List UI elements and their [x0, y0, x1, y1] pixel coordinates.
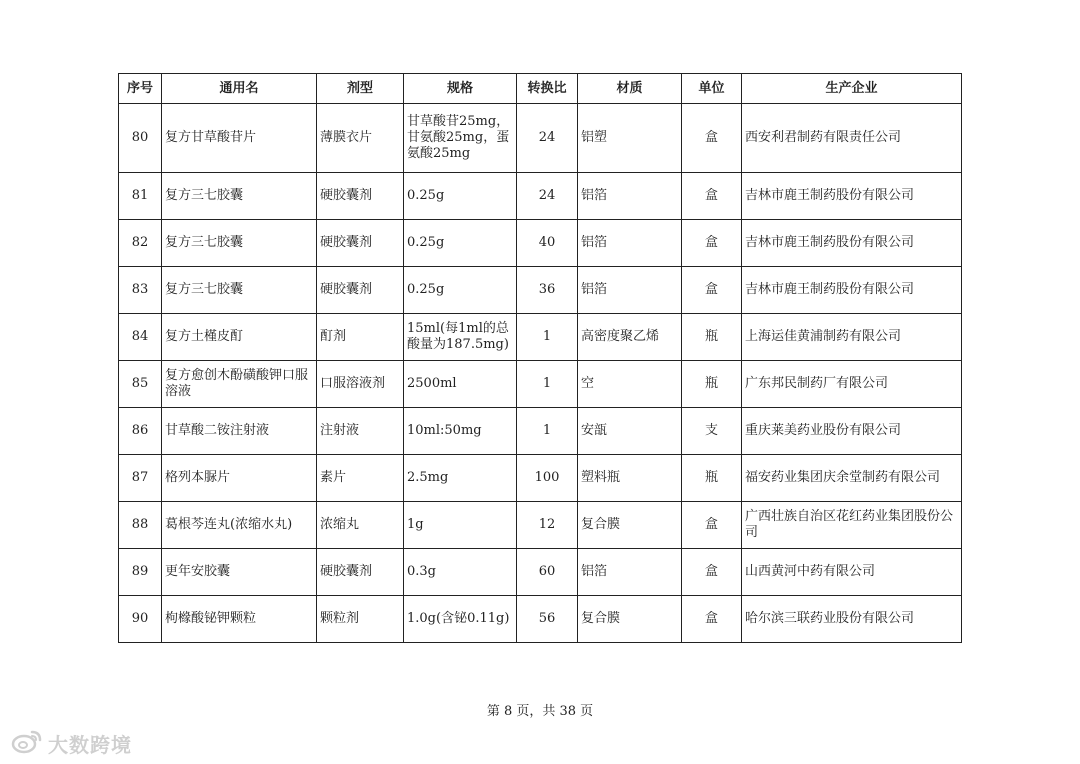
cell-conversion-ratio: 36 [517, 267, 578, 314]
cell-material: 复合膜 [578, 596, 682, 643]
header-unit: 单位 [682, 74, 742, 104]
cell-spec: 0.25g [404, 267, 517, 314]
cell-unit: 盒 [682, 267, 742, 314]
header-dosage-form: 剂型 [317, 74, 404, 104]
table-row [119, 408, 962, 455]
table-row [119, 361, 962, 408]
table-row [119, 596, 962, 643]
cell-material: 铝塑 [578, 104, 682, 173]
cell-unit: 盒 [682, 104, 742, 173]
cell-manufacturer: 上海运佳黄浦制药有限公司 [742, 314, 962, 361]
cell-unit: 盒 [682, 502, 742, 549]
cell-unit: 瓶 [682, 314, 742, 361]
cell-generic-name: 甘草酸二铵注射液 [162, 408, 317, 455]
cell-spec: 0.3g [404, 549, 517, 596]
table-row [119, 314, 962, 361]
cell-spec: 1g [404, 502, 517, 549]
cell-conversion-ratio: 24 [517, 104, 578, 173]
table-row [119, 549, 962, 596]
cell-material: 铝箔 [578, 267, 682, 314]
cell-dosage-form: 硬胶囊剂 [317, 173, 404, 220]
cell-generic-name: 复方甘草酸苷片 [162, 104, 317, 173]
cell-manufacturer: 广西壮族自治区花红药业集团股份公司 [742, 502, 962, 549]
cell-manufacturer: 吉林市鹿王制药股份有限公司 [742, 173, 962, 220]
header-manufacturer: 生产企业 [742, 74, 962, 104]
cell-generic-name: 复方三七胶囊 [162, 267, 317, 314]
page-number: 第 8 页，共 38 页 [486, 704, 594, 719]
table-row [119, 220, 962, 267]
cell-unit: 盒 [682, 173, 742, 220]
table-body [119, 104, 962, 643]
cell-generic-name: 格列本脲片 [162, 455, 317, 502]
cell-seq: 86 [119, 408, 162, 455]
table-row [119, 267, 962, 314]
cell-unit: 盒 [682, 549, 742, 596]
cell-dosage-form: 素片 [317, 455, 404, 502]
cell-conversion-ratio: 24 [517, 173, 578, 220]
cell-spec: 0.25g [404, 173, 517, 220]
table-row [119, 173, 962, 220]
cell-conversion-ratio: 12 [517, 502, 578, 549]
cell-dosage-form: 硬胶囊剂 [317, 549, 404, 596]
cell-seq: 90 [119, 596, 162, 643]
table-row [119, 455, 962, 502]
header-generic-name: 通用名 [162, 74, 317, 104]
table-header-row [119, 74, 962, 104]
cell-material: 复合膜 [578, 502, 682, 549]
header-material: 材质 [578, 74, 682, 104]
cell-seq: 83 [119, 267, 162, 314]
watermark [10, 728, 132, 758]
cell-spec: 1.0g(含铋0.11g) [404, 596, 517, 643]
drug-table [118, 73, 962, 643]
cell-seq: 84 [119, 314, 162, 361]
cell-conversion-ratio: 1 [517, 314, 578, 361]
cell-unit: 盒 [682, 596, 742, 643]
cell-unit: 瓶 [682, 455, 742, 502]
cell-manufacturer: 西安利君制药有限责任公司 [742, 104, 962, 173]
cell-generic-name: 复方三七胶囊 [162, 173, 317, 220]
cell-dosage-form: 薄膜衣片 [317, 104, 404, 173]
cell-dosage-form: 酊剂 [317, 314, 404, 361]
cell-material: 高密度聚乙烯 [578, 314, 682, 361]
cell-conversion-ratio: 1 [517, 408, 578, 455]
cell-conversion-ratio: 1 [517, 361, 578, 408]
cell-manufacturer: 重庆莱美药业股份有限公司 [742, 408, 962, 455]
cell-spec: 2500ml [404, 361, 517, 408]
cell-manufacturer: 吉林市鹿王制药股份有限公司 [742, 267, 962, 314]
cell-seq: 81 [119, 173, 162, 220]
weibo-logo-icon [10, 728, 44, 758]
cell-unit: 盒 [682, 220, 742, 267]
cell-dosage-form: 硬胶囊剂 [317, 220, 404, 267]
header-spec: 规格 [404, 74, 517, 104]
cell-generic-name: 更年安胶囊 [162, 549, 317, 596]
cell-material: 安瓿 [578, 408, 682, 455]
cell-dosage-form: 浓缩丸 [317, 502, 404, 549]
cell-manufacturer: 广东邦民制药厂有限公司 [742, 361, 962, 408]
cell-dosage-form: 注射液 [317, 408, 404, 455]
cell-conversion-ratio: 60 [517, 549, 578, 596]
cell-unit: 瓶 [682, 361, 742, 408]
cell-conversion-ratio: 56 [517, 596, 578, 643]
cell-material: 铝箔 [578, 549, 682, 596]
cell-manufacturer: 福安药业集团庆余堂制药有限公司 [742, 455, 962, 502]
cell-unit: 支 [682, 408, 742, 455]
cell-seq: 85 [119, 361, 162, 408]
cell-generic-name: 复方三七胶囊 [162, 220, 317, 267]
cell-spec: 10ml:50mg [404, 408, 517, 455]
cell-manufacturer: 吉林市鹿王制药股份有限公司 [742, 220, 962, 267]
cell-conversion-ratio: 100 [517, 455, 578, 502]
cell-spec: 0.25g [404, 220, 517, 267]
cell-spec: 2.5mg [404, 455, 517, 502]
cell-manufacturer: 哈尔滨三联药业股份有限公司 [742, 596, 962, 643]
cell-dosage-form: 硬胶囊剂 [317, 267, 404, 314]
cell-seq: 89 [119, 549, 162, 596]
cell-seq: 88 [119, 502, 162, 549]
cell-material: 铝箔 [578, 220, 682, 267]
watermark-text: 大数跨境 [48, 732, 132, 757]
cell-generic-name: 复方土槿皮酊 [162, 314, 317, 361]
table-row [119, 104, 962, 173]
cell-material: 空 [578, 361, 682, 408]
cell-dosage-form: 口服溶液剂 [317, 361, 404, 408]
cell-material: 塑料瓶 [578, 455, 682, 502]
cell-seq: 87 [119, 455, 162, 502]
cell-generic-name: 葛根芩连丸(浓缩水丸) [162, 502, 317, 549]
cell-generic-name: 枸橼酸铋钾颗粒 [162, 596, 317, 643]
header-conversion-ratio: 转换比 [517, 74, 578, 104]
cell-spec: 甘草酸苷25mg，甘氨酸25mg，蛋氨酸25mg [404, 104, 517, 173]
cell-dosage-form: 颗粒剂 [317, 596, 404, 643]
cell-seq: 82 [119, 220, 162, 267]
cell-material: 铝箔 [578, 173, 682, 220]
cell-manufacturer: 山西黄河中药有限公司 [742, 549, 962, 596]
cell-spec: 15ml(每1ml的总酸量为187.5mg) [404, 314, 517, 361]
cell-seq: 80 [119, 104, 162, 173]
header-seq: 序号 [119, 74, 162, 104]
cell-generic-name: 复方愈创木酚磺酸钾口服溶液 [162, 361, 317, 408]
cell-conversion-ratio: 40 [517, 220, 578, 267]
table-row [119, 502, 962, 549]
